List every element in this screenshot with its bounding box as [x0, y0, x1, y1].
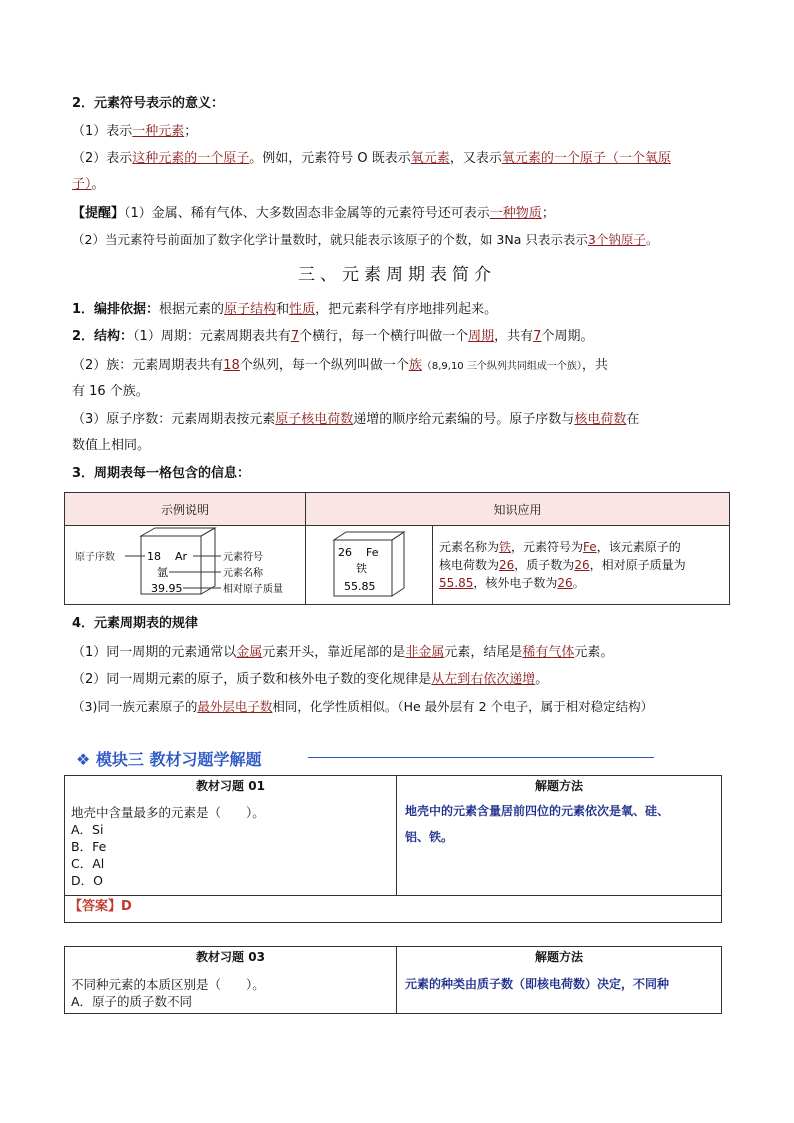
s3-line-5 [72, 410, 722, 430]
answer-blank: 这种元素的一个原子 [132, 151, 250, 166]
answer-blank: 金属 [236, 645, 263, 660]
table-head-example: 示例说明 [65, 493, 306, 526]
text: （3)同一族元素原子的 [72, 699, 198, 714]
text: ，又表示 [449, 151, 502, 166]
answer-blank: 族 [408, 358, 422, 373]
text: 核电荷数为 [439, 558, 500, 572]
answer-blank: 7 [533, 329, 542, 344]
argon-name: 氩 [157, 566, 168, 579]
text: 。 [535, 672, 549, 687]
symbol-label: 元素符号 [223, 552, 263, 563]
text: 和 [276, 302, 290, 317]
note: （8,9,10 三个纵列共同组成一个族） [421, 361, 582, 372]
text: ； [184, 124, 198, 139]
option-a: A．Si [71, 822, 104, 837]
exercise-03-method: 元素的种类由质子数（即核电荷数）决定，不同种 [405, 977, 670, 991]
answer-blank: 从左到右依次递增 [431, 672, 536, 687]
s3-line-6: 数值上相同。 [72, 438, 151, 453]
answer-blank: 周期 [468, 329, 495, 344]
s2-line-3 [72, 175, 722, 195]
answer-blank: 铁 [499, 540, 512, 554]
argon-cell-diagram [65, 526, 305, 600]
text: 。 [645, 232, 659, 247]
module-rule [308, 757, 654, 758]
section-2-title: 2．元素符号表示的意义： [72, 96, 225, 111]
text: （1）周期：元素周期表共有 [133, 329, 291, 344]
answer-blank: 非金属 [405, 645, 445, 660]
argon-symbol: Ar [175, 550, 188, 563]
text: 元素名称为 [439, 540, 500, 554]
answer-value: D [121, 899, 132, 914]
text: （3）原子序数：元素周期表按元素 [72, 412, 276, 427]
section-3-title: 三、元素周期表简介 [298, 265, 496, 285]
text: 个横行，每一个横行叫做一个 [299, 329, 469, 344]
text: ，共有 [494, 329, 534, 344]
text: （2）当元素符号前面加了数字化学计量数时，就只能表示该原子的个数，如 3Na 只表示表示 [72, 232, 588, 247]
answer-blank: 原子结构 [224, 302, 277, 317]
cell-info-table [64, 492, 730, 605]
text: ； [541, 206, 555, 221]
s3-line-4: 有 16 个族。 [72, 384, 149, 399]
argon-mass: 39.95 [151, 582, 183, 595]
iron-mass: 55.85 [344, 580, 376, 593]
iron-number: 26 [338, 546, 352, 559]
exercise-01-method-title: 解题方法 [534, 779, 583, 793]
answer-blank: 一种元素 [132, 124, 185, 139]
text: 。 [572, 576, 585, 590]
exercise-03-question [71, 976, 265, 1010]
answer-blank: 氧元素 [410, 151, 450, 166]
text: 元素，结尾是 [444, 645, 523, 660]
text: 。例如，元素符号 O 既表示 [249, 151, 411, 166]
answer-blank: 26 [499, 558, 515, 572]
exercise-01-method [405, 798, 669, 850]
module-header [76, 744, 716, 770]
application-text [433, 526, 730, 605]
name-label: 元素名称 [223, 568, 263, 579]
answer-blank: 氧元素的一个原子（一个氧原 [501, 151, 671, 166]
answer-blank: 26 [557, 576, 573, 590]
text: ，共 [581, 358, 608, 373]
s3-line-7: 3．周期表每一格包含的信息： [72, 466, 251, 481]
iron-symbol: Fe [366, 546, 379, 559]
answer-blank: 性质 [289, 302, 316, 317]
method-text: 铝、铁。 [405, 830, 454, 844]
tip-line-2 [72, 230, 722, 250]
text: （2）同一周期元素的原子，质子数和核外电子数的变化规律是 [72, 672, 432, 687]
answer-blank: 55.85 [439, 576, 474, 590]
text: 根据元素的 [159, 302, 225, 317]
exercise-01-answer [69, 897, 132, 917]
text: 递增的顺序给元素编的号。原子序数与 [353, 412, 575, 427]
table-head-application: 知识应用 [306, 493, 730, 526]
s4-line-3 [72, 697, 722, 717]
answer-blank: Fe [583, 540, 597, 554]
s3-line-2 [72, 327, 722, 347]
answer-blank: 最外层电子数 [197, 699, 273, 714]
text: ，该元素原子的 [596, 540, 681, 554]
answer-blank: 原子核电荷数 [275, 412, 354, 427]
text: ，元素符号为 [511, 540, 584, 554]
text: 。 [91, 177, 105, 192]
answer-blank: 26 [574, 558, 590, 572]
answer-blank: 核电荷数 [574, 412, 627, 427]
text: 在 [626, 412, 640, 427]
option-a: A．原子的质子数不同 [71, 994, 193, 1009]
option-c: C．Al [71, 856, 105, 871]
s4-line-2 [72, 670, 722, 690]
s3-line-1 [72, 300, 722, 320]
exercise-01-box [64, 775, 722, 923]
exercise-03-method-title: 解题方法 [534, 950, 583, 964]
text: 元素开头，靠近尾部的是 [262, 645, 406, 660]
question-text: 不同种元素的本质区别是（ ）。 [71, 977, 265, 992]
answer-blank: 一种物质 [489, 206, 542, 221]
example-cell [65, 526, 306, 605]
answer-blank: 18 [223, 358, 240, 373]
section-4-title: 4．元素周期表的规律 [72, 616, 199, 631]
s3-line-3 [72, 356, 722, 377]
module-title-text: 模块三 教材习题学解题 [95, 750, 262, 769]
answer-label: 【答案】 [69, 899, 122, 914]
iron-cell [306, 526, 433, 605]
text: ，核外电子数为 [473, 576, 558, 590]
s2-line-2 [72, 149, 722, 169]
exercise-01-title: 教材习题 01 [196, 779, 265, 793]
text: （1）金属、稀有气体、大多数固态非金属等的元素符号还可表示 [124, 206, 490, 221]
module-title [76, 747, 262, 770]
text: ，质子数为 [514, 558, 575, 572]
iron-cell-diagram [306, 526, 432, 600]
answer-blank: 7 [290, 329, 300, 344]
exercise-03-box [64, 946, 722, 1014]
text: ，相对原子质量为 [589, 558, 686, 572]
text: （1）同一周期的元素通常以 [72, 645, 237, 660]
mass-label: 相对原子质量 [223, 584, 283, 595]
s2-line-1 [72, 122, 722, 142]
tip-label: 【提醒】 [72, 206, 125, 221]
argon-number: 18 [147, 550, 161, 563]
text: （2）族：元素周期表共有 [72, 358, 224, 373]
text: （1）表示 [72, 124, 133, 139]
exercise-03-title: 教材习题 03 [196, 950, 265, 964]
divider [65, 895, 721, 896]
text: 相同，化学性质相似。（He 最外层有 2 个电子，属于相对稳定结构） [272, 699, 654, 714]
text: 个纵列，每一个纵列叫做一个 [239, 358, 409, 373]
tip-line-1 [72, 204, 722, 224]
answer-blank: 3个钠原子 [587, 232, 646, 247]
s4-line-1 [72, 643, 722, 663]
text: （2）表示 [72, 151, 133, 166]
answer-blank: 子） [72, 177, 92, 192]
atomic-number-label: 原子序数 [75, 552, 115, 563]
label: 1．编排依据： [72, 302, 160, 317]
question-text: 地壳中含量最多的元素是（ ）。 [71, 805, 265, 820]
option-b: B．Fe [71, 839, 107, 854]
diamond-icon: ❖ [76, 750, 91, 769]
option-d: D．O [71, 873, 103, 888]
iron-name: 铁 [356, 562, 367, 575]
text: 个周期。 [541, 329, 594, 344]
exercise-01-question [71, 804, 265, 889]
label: 2．结构： [72, 329, 134, 344]
method-text: 地壳中的元素含量居前四位的元素依次是氧、硅、 [405, 804, 670, 818]
text: ，把元素科学有序地排列起来。 [315, 302, 498, 317]
text: 元素。 [574, 645, 614, 660]
answer-blank: 稀有气体 [522, 645, 575, 660]
